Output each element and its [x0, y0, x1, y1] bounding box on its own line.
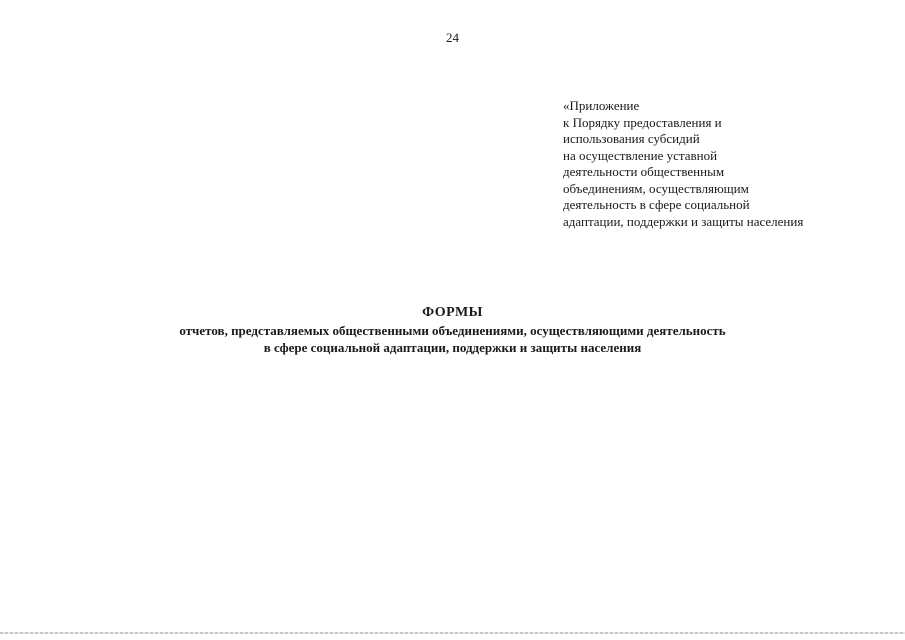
appendix-line: деятельность в сфере социальной	[563, 197, 750, 212]
heading-subtitle-line: в сфере социальной адаптации, поддержки и защиты населения	[263, 340, 642, 355]
scan-edge-divider	[0, 632, 905, 634]
appendix-line: «Приложение	[563, 98, 640, 113]
heading-title: ФОРМЫ	[422, 305, 483, 320]
appendix-line: на осуществление уставной	[563, 147, 718, 163]
appendix-line: к Порядку предоставления и	[563, 114, 722, 130]
document-heading	[0, 304, 905, 356]
appendix-line: использования субсидий	[563, 131, 700, 146]
appendix-line: адаптации, поддержки и защиты населения	[563, 213, 804, 229]
appendix-line: деятельности общественным	[563, 164, 725, 179]
appendix-note	[563, 98, 863, 230]
appendix-line: объединениям, осуществляющим	[563, 180, 749, 196]
heading-subtitle-line: отчетов, представляемых общественными объединениями, осуществляющими деятельность	[179, 323, 726, 338]
page-number: 24	[446, 30, 459, 45]
